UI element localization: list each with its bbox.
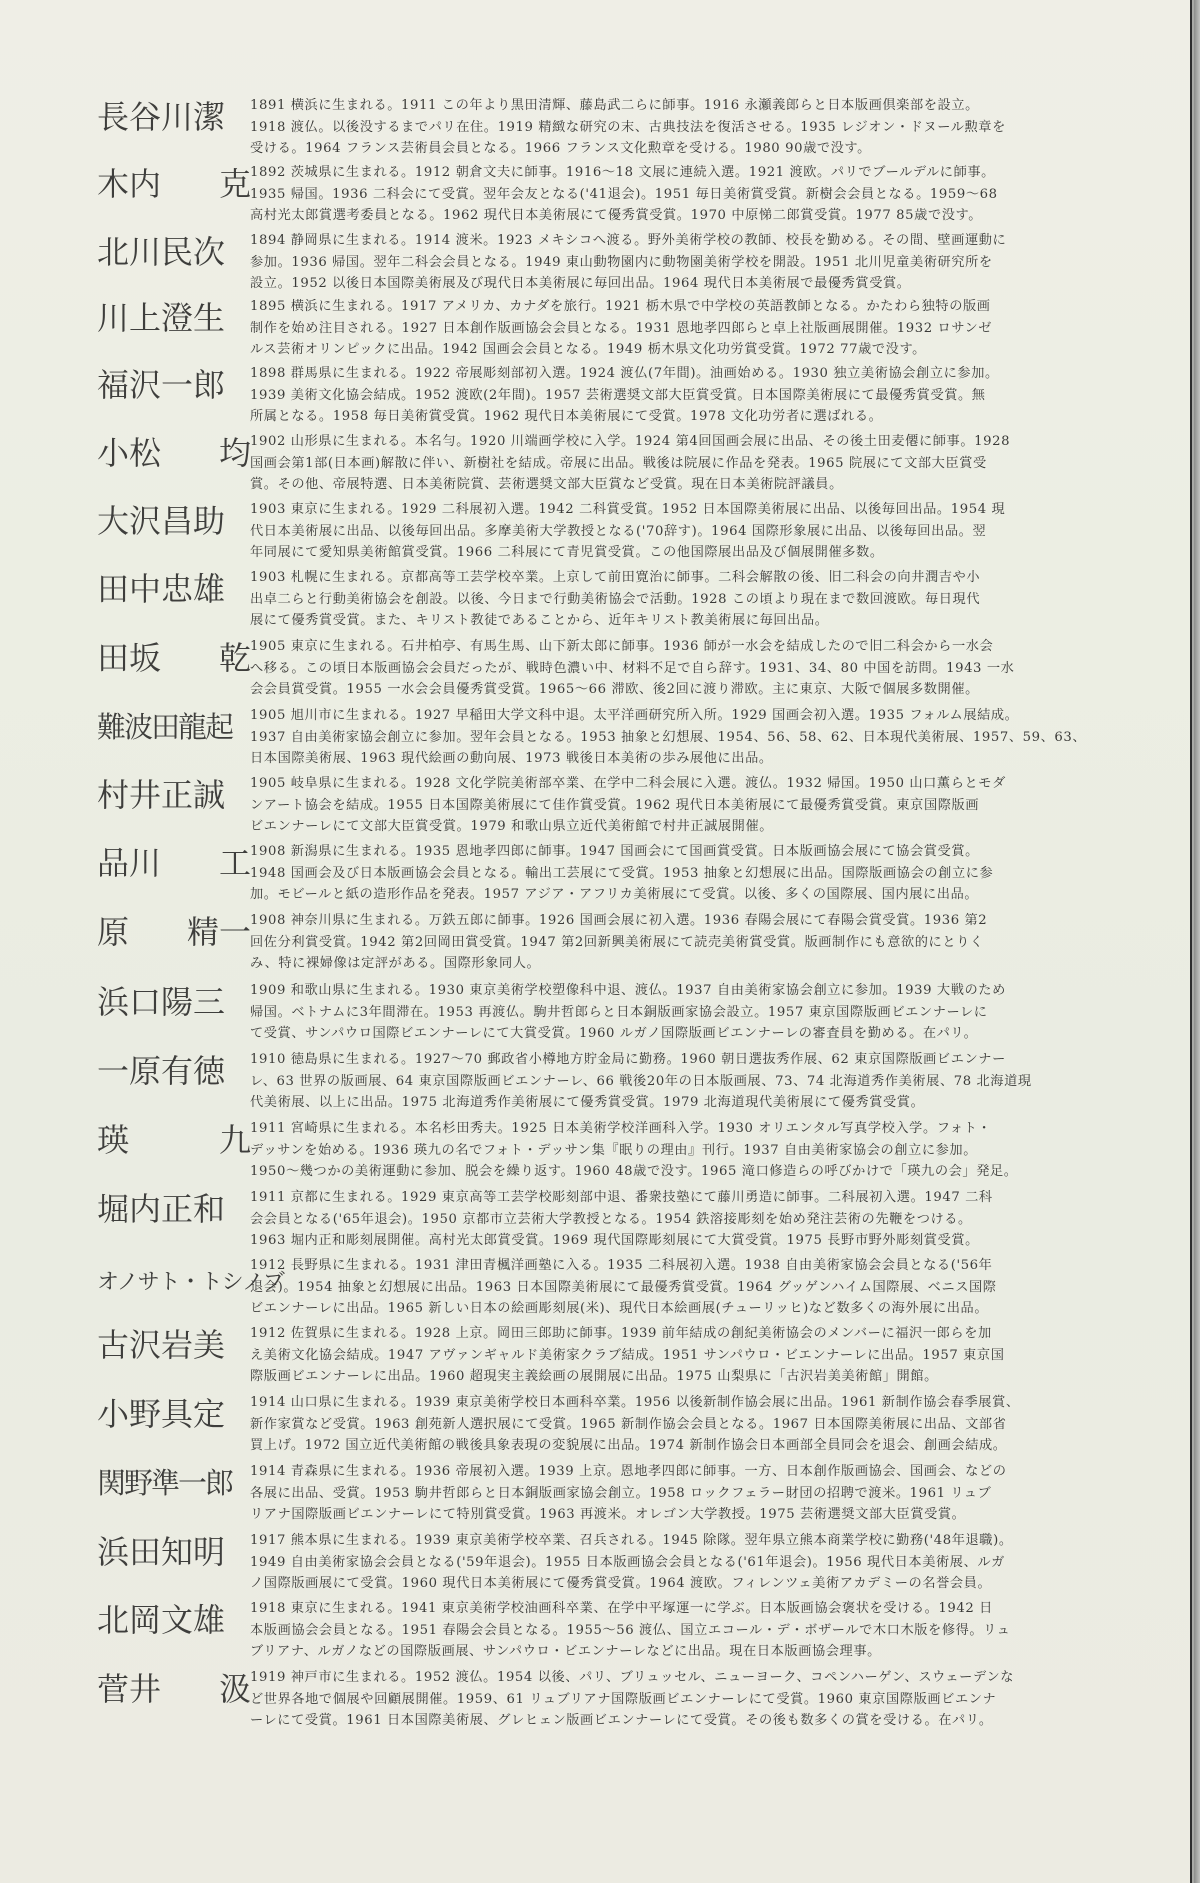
artist-biography [250, 1187, 1105, 1252]
biography-line: 1908 神奈川県に生まれる。万鉄五郎に師事。1926 国画会展に初入選。1936 春陽会展にて春陽会賞受賞。1936 第2 [250, 913, 988, 928]
artist-name-part: 長谷川潔 [97, 98, 226, 136]
artist-name-part: オノサト・トシノブ [97, 1270, 284, 1295]
artist-name-part: 大沢昌助 [97, 502, 226, 540]
biography-line: 本版画協会会員となる。1951 春陽会会員となる。1955～56 渡仏、国立エコール・デ・ボザールで木口木版を修得。リュ [250, 1622, 1011, 1638]
artist-name-part: 堀内正和 [97, 1190, 226, 1228]
biography-line: 1919 神戸市に生まれる。1952 渡仏。1954 以後、パリ、ブリュッセル、ニューヨーク、コペンハーゲン、スウェーデンな [250, 1670, 1015, 1685]
biography-line: 1939 美術文化協会結成。1952 渡欧(2年間)。1957 芸術選奨文部大臣賞受賞。日本国際美術展にて最優秀賞受賞。無 [250, 387, 986, 403]
biography-line: 1912 長野県に生まれる。1931 津田青楓洋画塾に入る。1935 二科展初入選。1938 自由美術家協会会員となる('56年 [250, 1258, 993, 1273]
artist-name [97, 97, 251, 137]
biography-line: 国画会第1部(日本画)解散に伴い、新樹社を結成。帝展に出品。戦後は院展に作品を発表。1965 院展にて文部大臣賞受 [250, 455, 987, 471]
artist-name [97, 1600, 251, 1640]
biography-line: 各展に出品、受賞。1953 駒井哲郎らと日本銅版画家協会創立。1958 ロックフェラー財団の招聘で渡米。1961 リュブ [250, 1485, 992, 1501]
biography-line: 1905 東京に生まれる。石井柏亭、有馬生馬、山下新太郎に師事。1936 師が一水会を結成したので旧二科会から一水会 [250, 639, 994, 654]
artist-name-part: 浜田知明 [97, 1533, 226, 1571]
artist-name [97, 433, 251, 473]
artist-entry [0, 1461, 1192, 1527]
artist-entry [0, 499, 1192, 565]
biography-line: 1937 自由美術家協会創立に参加。翌年会員となる。1953 抽象と幻想展、1954、56、58、62、日本現代美術展、1957、59、63、 [250, 729, 1087, 745]
biography-line: 賞。その他、帝展特選、日本美術院賞、芸術選奨文部大臣賞など受賞。現在日本美術院評議員。 [250, 477, 843, 493]
biography-line: 代美術展、以上に出品。1975 北海道秀作美術展にて優秀賞受賞。1979 北海道現代美術展にて優秀賞受賞。 [250, 1095, 925, 1111]
artist-biography [250, 1667, 1105, 1732]
artist-entry [0, 1667, 1192, 1733]
artist-entry [0, 1049, 1192, 1115]
biography-line: 参加。1936 帰国。翌年二科会会員となる。1949 東山動物園内に動物園美術学校を開設。1951 北川児童美術研究所を [250, 254, 993, 270]
biography-line: 1905 旭川市に生まれる。1927 早稲田大学文科中退。太平洋画研究所入所。1929 国画会初入選。1935 フォルム展結成。 [250, 708, 1019, 723]
biography-line: 加。モビールと紙の造形作品を発表。1957 アジア・アフリカ美術展にて受賞。以後、多くの国際展、国内展に出品。 [250, 887, 979, 903]
artist-entry [0, 773, 1192, 839]
biography-line: み、特に裸婦像は定評がある。国際形象同人。 [250, 956, 541, 972]
artist-name-part: 北川民次 [97, 233, 226, 271]
biography-line: ビエンナーレにて文部大臣賞受賞。1979 和歌山県立近代美術館で村井正誠展開催。 [250, 819, 774, 835]
biography-line: 1911 京都に生まれる。1929 東京高等工芸学校彫刻部中退、番衆技塾にて藤川勇造に師事。二科展初入選。1947 二科 [250, 1190, 993, 1205]
page-edge [1194, 0, 1200, 1883]
biography-line: ノ国際版画展にて受賞。1960 現代日本美術展にて優秀賞受賞。1964 渡欧。フィレンツェ美術アカデミーの名誉会員。 [250, 1576, 992, 1592]
artist-name-part: 工 [218, 844, 251, 882]
artist-name-part: 田中忠雄 [97, 570, 226, 608]
artist-biography [250, 1598, 1105, 1663]
artist-entry [0, 910, 1192, 976]
artist-biography [250, 499, 1105, 564]
artist-name-part: 難波田龍起 [97, 710, 233, 744]
artist-name-part: 関野準一郎 [97, 1466, 233, 1500]
artist-biography [250, 95, 1105, 160]
artist-biography [250, 1255, 1105, 1320]
biography-line: 1917 熊本県に生まれる。1939 東京美術学校卒業、召兵される。1945 除隊。翌年県立熊本商業学校に勤務('48年退職)。 [250, 1533, 1013, 1548]
artist-biography [250, 296, 1105, 361]
artist-name [97, 569, 251, 609]
artist-biography [250, 1392, 1105, 1457]
biography-line: 1891 横浜に生まれる。1911 この年より黒田清輝、藤島武二らに師事。1916 永瀬義郎らと日本版画倶楽部を設立。 [250, 98, 979, 113]
biography-line: ーレにて受賞。1961 日本国際美術展、グレヒェン版画ビエンナーレにて受賞。その後も数多くの賞を受ける。在パリ。 [250, 1713, 993, 1729]
artist-entry [0, 296, 1192, 362]
artist-name [97, 1189, 251, 1229]
biography-line: 1894 静岡県に生まれる。1914 渡米。1923 メキシコへ渡る。野外美術学校の教師、校長を勤める。その間、壁画運動に [250, 233, 1007, 248]
biography-line: 展にて優秀賞受賞。また、キリスト教徒であることから、近年キリスト教美術展に毎回出品。 [250, 613, 829, 629]
artist-entry [0, 431, 1192, 497]
artist-biography [250, 705, 1105, 770]
artist-entry [0, 162, 1192, 228]
artist-name-part: 均 [218, 434, 251, 472]
biography-line: 1910 徳島県に生まれる。1927～70 郵政省小樽地方貯金局に勤務。1960 朝日選抜秀作展、62 東京国際版画ビエンナー [250, 1052, 1006, 1067]
artist-name-part: 田坂 [97, 639, 162, 677]
artist-biography [250, 636, 1105, 701]
artist-biography [250, 162, 1105, 227]
biography-line: 1892 茨城県に生まれる。1912 朝倉文夫に師事。1916～18 文展に連続入選。1921 渡欧。パリでブールデルに師事。 [250, 165, 995, 180]
artist-entry [0, 980, 1192, 1046]
biography-line: 1963 堀内正和彫刻展開催。高村光太郎賞受賞。1969 現代国際彫刻展にて大賞受賞。1975 長野市野外彫刻賞受賞。 [250, 1233, 979, 1249]
biography-line: 回佐分利賞受賞。1942 第2回岡田賞受賞。1947 第2回新興美術展にて読売美術賞受賞。版画制作にも意欲的にとりく [250, 934, 984, 950]
artist-name [97, 1051, 251, 1091]
artist-name-part: 瑛 [97, 1121, 130, 1159]
artist-biography [250, 431, 1105, 496]
artist-biography [250, 1323, 1105, 1388]
biography-line: ルス芸術オリンピックに出品。1942 国画会会員となる。1949 栃木県文化功労賞受賞。1972 77歳で没す。 [250, 342, 926, 358]
artist-biography [250, 363, 1105, 428]
artist-biography [250, 980, 1105, 1045]
biography-line: 1918 東京に生まれる。1941 東京美術学校油画科卒業、在学中平塚運一に学ぶ。日本版画協会褒状を受ける。1942 日 [250, 1601, 993, 1616]
biography-line: 1903 札幌に生まれる。京都高等工芸学校卒業。上京して前田寛治に師事。二科会解散の後、旧二科会の向井潤吉や小 [250, 570, 981, 585]
biography-line: 1909 和歌山県に生まれる。1930 東京美術学校塑像科中退、渡仏。1937 自由美術家協会創立に参加。1939 大戦のため [250, 983, 1006, 998]
biography-line: 出卓二らと行動美術協会を創設。以後、今日まで行動美術協会で活動。1928 この頃より現在まで数回渡欧。毎日現代 [250, 591, 981, 607]
artist-name-part: 川上澄生 [97, 299, 226, 337]
biography-line: て受賞、サンパウロ国際ビエンナーレにて大賞受賞。1960 ルガノ国際版画ビエンナーレの審査員を勤める。在パリ。 [250, 1026, 978, 1042]
artist-biography [250, 1530, 1105, 1595]
biography-line: レ、63 世界の版画展、64 東京国際版画ビエンナーレ、66 戦後20年の日本版画展、73、74 北海道秀作美術展、78 北海道現 [250, 1073, 1032, 1089]
biography-line: リアナ国際版画ビエンナーレにて特別賞受賞。1963 再渡米。オレゴン大学教授。1975 芸術選奨文部大臣賞受賞。 [250, 1507, 966, 1523]
biography-line: へ移る。この頃日本版画協会会員だったが、戦時色濃い中、材料不足で自ら辞す。1931、34、80 中国を訪問。1943 一水 [250, 660, 1015, 676]
biography-line: 高村光太郎賞選考委員となる。1962 現代日本美術展にて優秀賞受賞。1970 中原悌二郎賞受賞。1977 85歳で没す。 [250, 208, 983, 224]
biography-line: 1895 横浜に生まれる。1917 アメリカ、カナダを旅行。1921 栃木県で中学校の英語教師となる。かたわら独特の版画 [250, 299, 991, 314]
artist-name-part: 乾 [218, 639, 251, 677]
biography-line: 所属となる。1958 毎日美術賞受賞。1962 現代日本美術展にて受賞。1978 文化功労者に選ばれる。 [250, 409, 883, 425]
biography-line: 1948 国画会及び日本版画協会会員となる。輸出工芸展にて受賞。1953 抽象と幻想展に出品。国際版画協会の創立に参 [250, 865, 994, 881]
biography-line: 受ける。1964 フランス芸術員会員となる。1966 フランス文化勲章を受ける。1980 90歳で没す。 [250, 141, 871, 157]
artist-name-part: 村井正誠 [97, 776, 226, 814]
biography-line: 会会員賞受賞。1955 一水会会員優秀賞受賞。1965～66 滞欧、後2回に渡り滞欧。主に東京、大阪で個展多数開催。 [250, 682, 979, 698]
artist-entry [0, 1530, 1192, 1596]
artist-name [97, 365, 251, 405]
artist-entry [0, 705, 1192, 771]
artist-name [97, 843, 251, 883]
biography-line: 日本国際美術展、1963 現代絵画の動向展、1973 戦後日本美術の歩み展他に出品。 [250, 751, 773, 767]
artist-entry [0, 363, 1192, 429]
artist-name-part: 精一 [186, 913, 251, 951]
biography-line: ど世界各地で個展や回顧展開催。1959、61 リュブリアナ国際版画ビエンナーレにて受賞。1960 東京国際版画ビエンナ [250, 1691, 997, 1707]
biography-line: ビエンナーレに出品。1965 新しい日本の絵画彫刻展(米)、現代日本絵画展(チューリッヒ)など数多くの海外展に出品。 [250, 1301, 989, 1317]
artist-name-part: 菅井 [97, 1670, 162, 1708]
artist-name [97, 1325, 251, 1365]
artist-name-part: 克 [218, 165, 251, 203]
artist-name-part: 小松 [97, 434, 162, 472]
artist-biography [250, 841, 1105, 906]
artist-entry [0, 1255, 1192, 1321]
artist-name [97, 298, 251, 338]
artist-entry [0, 1392, 1192, 1458]
artist-name [97, 707, 251, 747]
artist-name-part: 小野具定 [97, 1395, 226, 1433]
artist-name-part: 汲 [218, 1670, 251, 1708]
artist-name [97, 232, 251, 272]
artist-entry [0, 95, 1192, 161]
biography-line: デッサンを始める。1936 瑛九の名でフォト・デッサン集『眠りの理由』刊行。1937 自由美術家協会の創立に参加。 [250, 1142, 978, 1158]
biography-line: 会会員となる('65年退会)。1950 京都市立芸術大学教授となる。1954 鉄溶接彫刻を始め発注芸術の先鞭をつける。 [250, 1211, 972, 1227]
artist-name-part: 北岡文雄 [97, 1601, 226, 1639]
artist-name [97, 1669, 251, 1709]
artist-name [97, 501, 251, 541]
biography-line: 1908 新潟県に生まれる。1935 恩地孝四郎に師事。1947 国画会にて国画賞受賞。日本版画協会展にて協会賞受賞。 [250, 844, 979, 859]
biography-line: 1902 山形県に生まれる。本名勻。1920 川端画学校に入学。1924 第4回国画会展に出品、その後土田麦僊に師事。1928 [250, 434, 1011, 449]
biography-line: ンアート協会を結成。1955 日本国際美術展にて佳作賞受賞。1962 現代日本美術展にて最優秀賞受賞。東京国際版画 [250, 797, 980, 813]
artist-name-part: 古沢岩美 [97, 1326, 226, 1364]
biography-line: 1905 岐阜県に生まれる。1928 文化学院美術部卒業、在学中二科会展に入選。渡仏。1932 帰国。1950 山口薫らとモダ [250, 776, 1006, 791]
artist-name [97, 164, 251, 204]
artist-biography [250, 773, 1105, 838]
artist-name-part: 原 [97, 913, 130, 951]
biography-line: 帰国。ベトナムに3年間滞在。1953 再渡仏。駒井哲郎らと日本銅版画家協会設立。1957 東京国際版画ビエンナーレに [250, 1004, 988, 1020]
biography-line: 1918 渡仏。以後没するまでパリ在住。1919 精緻な研究の末、古典技法を復活させる。1935 レジオン・ドヌール勲章を [250, 119, 1006, 135]
biography-line: ブリアナ、ルガノなどの国際版画展、サンパウロ・ビエンナーレなどに出品。現在日本版画協会理事。 [250, 1644, 881, 1660]
biography-line: 買上げ。1972 国立近代美術館の戦後具象表現の変貌展に出品。1974 新制作協会日本画部全員同会を退会、創画会結成。 [250, 1438, 1007, 1454]
biography-line: 1949 自由美術家協会会員となる('59年退会)。1955 日本版画協会会員となる('61年退会)。1956 現代日本美術展、ルガ [250, 1554, 1005, 1570]
artist-entry [0, 1598, 1192, 1664]
artist-name-part: 浜口陽三 [97, 983, 226, 1021]
biography-line: 1914 山口県に生まれる。1939 東京美術学校日本画科卒業。1956 以後新制作協会展に出品。1961 新制作協会春季展賞、 [250, 1395, 1020, 1410]
biography-line: 退会)。1954 抽象と幻想展に出品。1963 日本国際美術展にて最優秀賞受賞。1964 グッゲンハイム国際展、ベニス国際 [250, 1279, 997, 1295]
artist-name [97, 982, 251, 1022]
biography-line: 1912 佐賀県に生まれる。1928 上京。岡田三郎助に師事。1939 前年結成の創紀美術協会のメンバーに福沢一郎らを加 [250, 1326, 992, 1341]
artist-name [97, 1532, 251, 1572]
artist-name-part: 品川 [97, 844, 162, 882]
biography-line: 新作家賞など受賞。1963 創苑新人選択展にて受賞。1965 新制作協会会員となる。1967 日本国際美術展に出品、文部省 [250, 1416, 1007, 1432]
artist-biography [250, 230, 1105, 295]
biography-line: 1914 青森県に生まれる。1936 帝展初入選。1939 上京。恩地孝四郎に師事。一方、日本創作版画協会、国画会、などの [250, 1464, 1007, 1479]
artist-name-part: 福沢一郎 [97, 366, 226, 404]
biography-line: 1898 群馬県に生まれる。1922 帝展彫刻部初入選。1924 渡仏(7年間)。油画始める。1930 独立美術協会創立に参加。 [250, 366, 999, 381]
artist-entry [0, 1323, 1192, 1389]
biography-line: え美術文化協会結成。1947 アヴァンギャルド美術家クラブ結成。1951 サンパウロ・ビエンナーレに出品。1957 東京国 [250, 1347, 1005, 1363]
artist-name [97, 638, 251, 678]
artist-name-part: 九 [218, 1121, 251, 1159]
biography-line: 1903 東京に生まれる。1929 二科展初入選。1942 二科賞受賞。1952 日本国際美術展に出品、以後毎回出品。1954 現 [250, 502, 1006, 517]
artist-entry [0, 1187, 1192, 1253]
artist-biography [250, 1049, 1105, 1114]
artist-entry [0, 567, 1192, 633]
artist-name [97, 1394, 251, 1434]
artist-entry [0, 230, 1192, 296]
artist-name [97, 1263, 284, 1303]
artist-biography [250, 910, 1105, 975]
artist-entry [0, 636, 1192, 702]
biography-line: 年同展にて愛知県美術館賞受賞。1966 二科展にて青児賞受賞。この他国際展出品及び個展開催多数。 [250, 545, 884, 561]
biography-line: 1950～幾つかの美術運動に参加、脱会を繰り返す。1960 48歳で没す。1965 滝口修造らの呼びかけで「瑛九の会」発足。 [250, 1164, 1018, 1180]
biography-line: 1935 帰国。1936 二科会にて受賞。翌年会友となる('41退会)。1951 毎日美術賞受賞。新樹会会員となる。1959～68 [250, 186, 998, 202]
artist-name [97, 1463, 251, 1503]
biography-line: 代日本美術展に出品、以後毎回出品。多摩美術大学教授となる('70辞す)。1964 国際形象展に出品、以後毎回出品。翌 [250, 523, 987, 539]
biography-line: 際版画ビエンナーレに出品。1960 超現実主義絵画の展開展に出品。1975 山梨県に「古沢岩美美術館」開館。 [250, 1369, 938, 1385]
artist-biography [250, 567, 1105, 632]
artist-name-part: 木内 [97, 165, 162, 203]
artist-name [97, 1120, 251, 1160]
artist-name [97, 775, 251, 815]
biography-line: 設立。1952 以後日本国際美術展及び現代日本美術展に毎回出品。1964 現代日本美術展で最優秀賞受賞。 [250, 276, 911, 292]
biography-line: 1911 宮崎県に生まれる。本名杉田秀夫。1925 日本美術学校洋画科入学。1930 オリエンタル写真学校入学。フォト・ [250, 1121, 992, 1136]
artist-entry [0, 1118, 1192, 1184]
artist-name-part: 一原有徳 [97, 1052, 226, 1090]
artist-biography [250, 1461, 1105, 1526]
artist-biography [250, 1118, 1105, 1183]
biography-line: 制作を始め注目される。1927 日本創作版画協会会員となる。1931 恩地孝四郎らと卓上社版画展開催。1932 ロサンゼ [250, 320, 993, 336]
artist-entry [0, 841, 1192, 907]
artist-name [97, 912, 251, 952]
